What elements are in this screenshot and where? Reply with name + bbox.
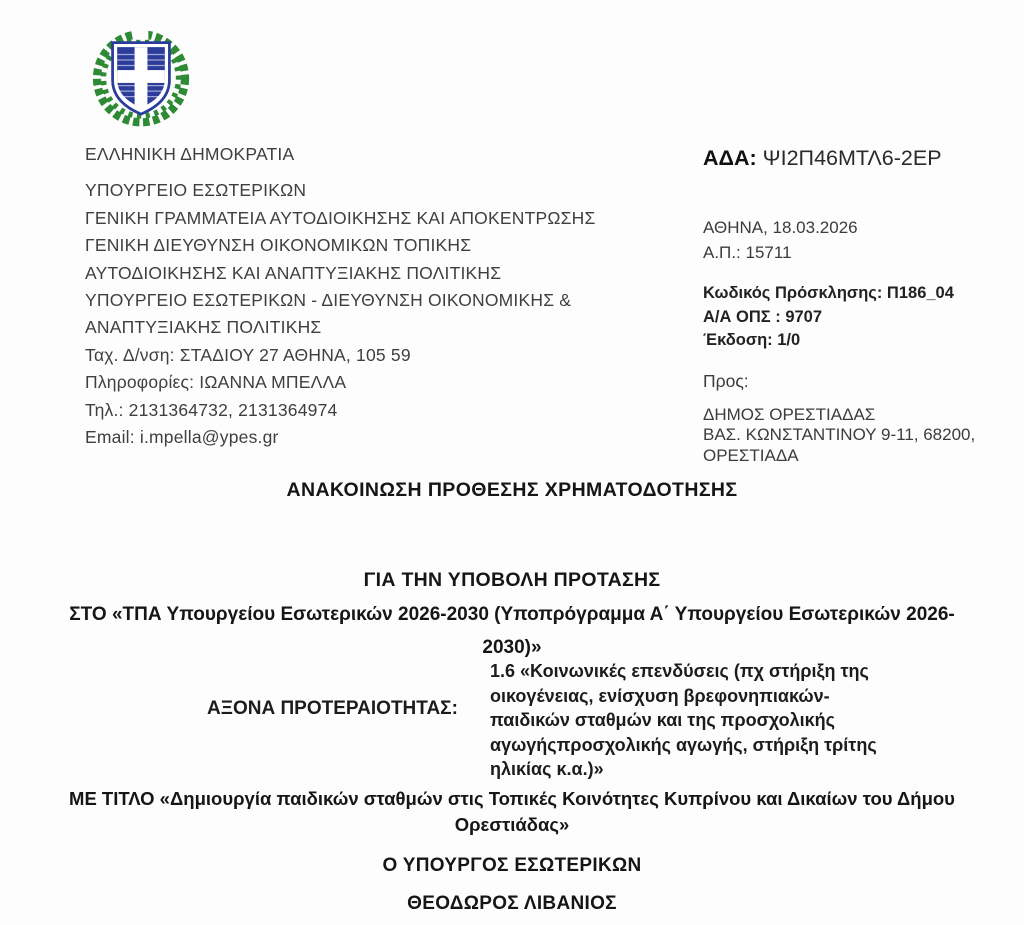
contact-person: Πληροφορίες: ΙΩΑΝΝΑ ΜΠΕΛΛΑ xyxy=(85,372,347,393)
version-number: Έκδοση: 1/0 xyxy=(703,331,801,349)
republic-name: ΕΛΛΗΝΙΚΗ ΔΗΜΟΚΡΑΤΙΑ xyxy=(85,144,295,164)
invitation-code-block xyxy=(703,282,1018,353)
ada-value: ΨΙ2Π46ΜΤΛ6-2ΕΡ xyxy=(762,146,942,170)
shield-with-cross xyxy=(113,43,170,115)
postal-address: Ταχ. Δ/νση: ΣΤΑΔΙΟΥ 27 ΑΘΗΝΑ, 105 59 xyxy=(85,344,411,365)
directorate-line-2: ΑΥΤΟΔΙΟΙΚΗΣΗΣ ΚΑΙ ΑΝΑΠΤΥΞΙΑΚΗΣ ΠΟΛΙΤΙΚΗΣ xyxy=(85,262,502,283)
document-subtitle: ΓΙΑ ΤΗΝ ΥΠΟΒΟΛΗ ΠΡΟΤΑΣΗΣ xyxy=(363,569,661,591)
invitation-code: Κωδικός Πρόσκλησης: Π186_04 xyxy=(703,284,954,302)
signer-title: Ο ΥΠΟΥΡΓΟΣ ΕΣΩΤΕΡΙΚΩΝ xyxy=(382,855,642,876)
ministry-name: ΥΠΟΥΡΓΕΙΟ ΕΣΩΤΕΡΙΚΩΝ xyxy=(85,180,307,201)
date-protocol-block xyxy=(703,215,1018,265)
program-line: ΣΤΟ «ΤΠΑ Υπουργείου Εσωτερικών 2026-2030 (Υποπρόγραμμα Α΄ Υπουργείου Εσωτερικών 2026-2030)» xyxy=(69,604,955,658)
email-address: Email: i.mpella@ypes.gr xyxy=(85,427,279,448)
protocol-number: Α.Π.: 15711 xyxy=(703,243,792,262)
ada-label: ΑΔΑ: xyxy=(703,146,757,170)
to-label: Προς: xyxy=(703,370,749,391)
coat-of-arms-icon xyxy=(86,26,196,138)
recipient-block xyxy=(703,405,1018,467)
sender-info-block xyxy=(85,141,625,451)
document-meta-block xyxy=(703,146,1018,466)
phone-numbers: Τηλ.: 2131364732, 2131364974 xyxy=(85,399,338,420)
recipient-street: ΒΑΣ. ΚΩΝΣΤΑΝΤΙΝΟΥ 9-11, 68200, xyxy=(703,425,976,444)
ada-code-line xyxy=(703,146,1018,171)
priority-axis-label: ΑΞΟΝΑ ΠΡΟΤΕΡΑΙΟΤΗΤΑΣ: xyxy=(207,698,458,719)
ops-number: Α/Α ΟΠΣ : 9707 xyxy=(703,307,823,326)
directorate-line-3: ΥΠΟΥΡΓΕΙΟ ΕΣΩΤΕΡΙΚΩΝ - ΔΙΕΥΘΥΝΣΗ ΟΙΚΟΝΟΜΙΚΗΣ & xyxy=(85,290,572,311)
priority-axis-value: 1.6 «Κοινωνικές επενδύσεις (πχ στήριξη της οικογένειας, ενίσχυση βρεφονηπιακών-παιδικών σταθμών και της προσχολικής αγωγήςπροσχολικής αγωγής, στήριξη τρίτης ηλικίας κ.α.)» xyxy=(490,661,877,780)
recipient-city: ΟΡΕΣΤΙΑΔΑ xyxy=(703,445,799,465)
general-secretariat-line: ΓΕΝΙΚΗ ΓΡΑΜΜΑΤΕΙΑ ΑΥΤΟΔΙΟΙΚΗΣΗΣ ΚΑΙ ΑΠΟΚΕΝΤΡΩΣΗΣ xyxy=(85,207,596,228)
project-title-line: ΜΕ ΤΙΤΛΟ «Δημιουργία παιδικών σταθμών στις Τοπικές Κοινότητες Κυπρίνου και Δικαίων του Δήμου Ορεστιάδας» xyxy=(69,788,955,835)
city-date: ΑΘΗΝΑ, 18.03.2026 xyxy=(703,218,858,237)
directorate-line-1: ΓΕΝΙΚΗ ΔΙΕΥΘΥΝΣΗ ΟΙΚΟΝΟΜΙΚΩΝ ΤΟΠΙΚΗΣ xyxy=(85,235,472,256)
document-title: ΑΝΑΚΟΙΝΩΣΗ ΠΡΟΘΕΣΗΣ ΧΡΗΜΑΤΟΔΟΤΗΣΗΣ xyxy=(286,479,738,501)
hellenic-republic-emblem-icon xyxy=(86,26,196,138)
recipient-name: ΔΗΜΟΣ ΟΡΕΣΤΙΑΔΑΣ xyxy=(703,404,876,424)
directorate-line-4: ΑΝΑΠΤΥΞΙΑΚΗΣ ΠΟΛΙΤΙΚΗΣ xyxy=(85,317,322,338)
signer-name: ΘΕΟΔΩΡΟΣ ΛΙΒΑΝΙΟΣ xyxy=(407,893,617,914)
